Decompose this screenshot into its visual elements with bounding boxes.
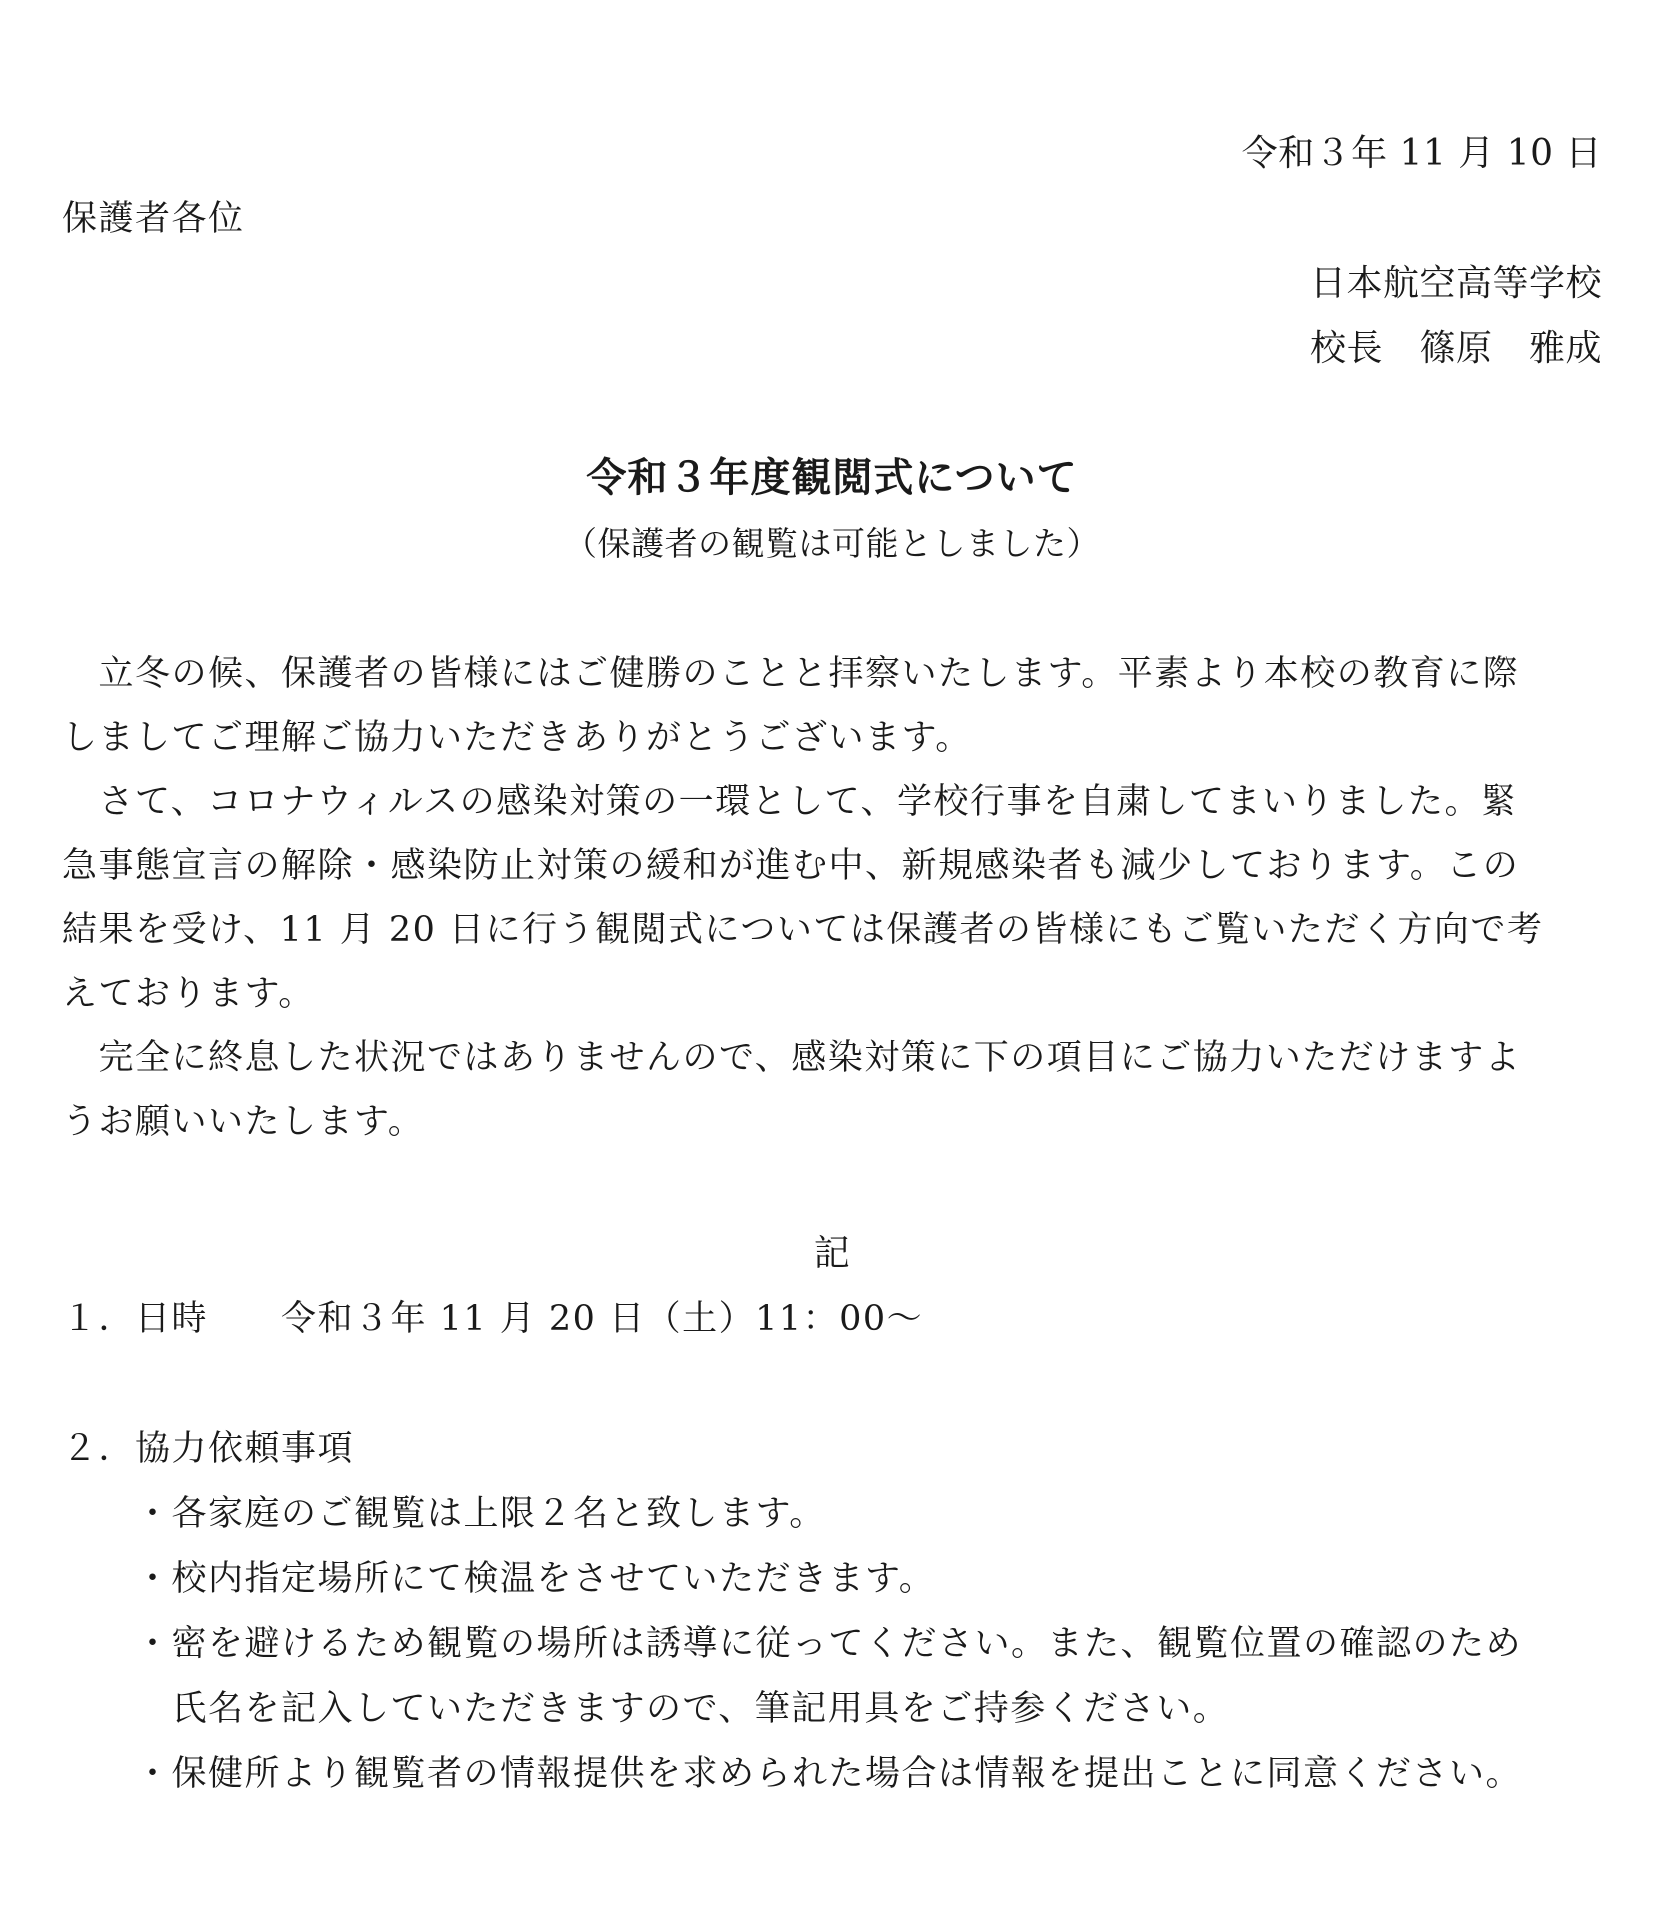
- body-line: さて、コロナウィルスの感染対策の一環として、学校行事を自粛してまいりました。緊: [62, 782, 1518, 822]
- document-subtitle: （保護者の観覧は可能としました）: [564, 524, 1100, 563]
- list-item: ・密を避けるため観覧の場所は誘導に従ってください。また、観覧位置の確認のため: [62, 1624, 1523, 1664]
- document-title: 令和３年度観閲式について: [586, 455, 1078, 501]
- item-datetime: １．日時 令和３年 11 月 20 日（土）11：00～: [62, 1299, 924, 1339]
- body-line: 立冬の候、保護者の皆様にはご健勝のことと拝察いたします。平素より本校の教育に際: [62, 654, 1520, 694]
- list-item: 氏名を記入していただきますので、筆記用具をご持参ください。: [62, 1689, 1230, 1729]
- body-line: 急事態宣言の解除・感染防止対策の緩和が進む中、新規感染者も減少しております。この: [62, 846, 1520, 886]
- body-line: えております。: [62, 974, 315, 1014]
- body-line: しましてご理解ご協力いただきありがとうございます。: [62, 718, 972, 758]
- list-item: ・校内指定場所にて検温をさせていただきます。: [62, 1559, 936, 1599]
- notes-heading: 記: [813, 1233, 851, 1274]
- list-item: ・各家庭のご観覧は上限２名と致します。: [62, 1494, 826, 1534]
- school-name: 日本航空高等学校: [1309, 263, 1602, 304]
- body-line: うお願いいたします。: [62, 1102, 425, 1142]
- body-line: 完全に終息した状況ではありませんので、感染対策に下の項目にご協力いただけますよ: [62, 1038, 1522, 1078]
- principal-name: 校長 篠原 雅成: [1309, 328, 1602, 369]
- body-line: 結果を受け、11 月 20 日に行う観閲式については保護者の皆様にもご覧いただく方向で考: [62, 910, 1544, 950]
- issue-date: 令和３年 11 月 10 日: [1241, 133, 1602, 174]
- recipient: 保護者各位: [62, 199, 245, 239]
- list-item: ・保健所より観覧者の情報提供を求められた場合は情報を提出ことに同意ください。: [62, 1754, 1523, 1794]
- item-cooperation-heading: ２．協力依頼事項: [62, 1429, 355, 1469]
